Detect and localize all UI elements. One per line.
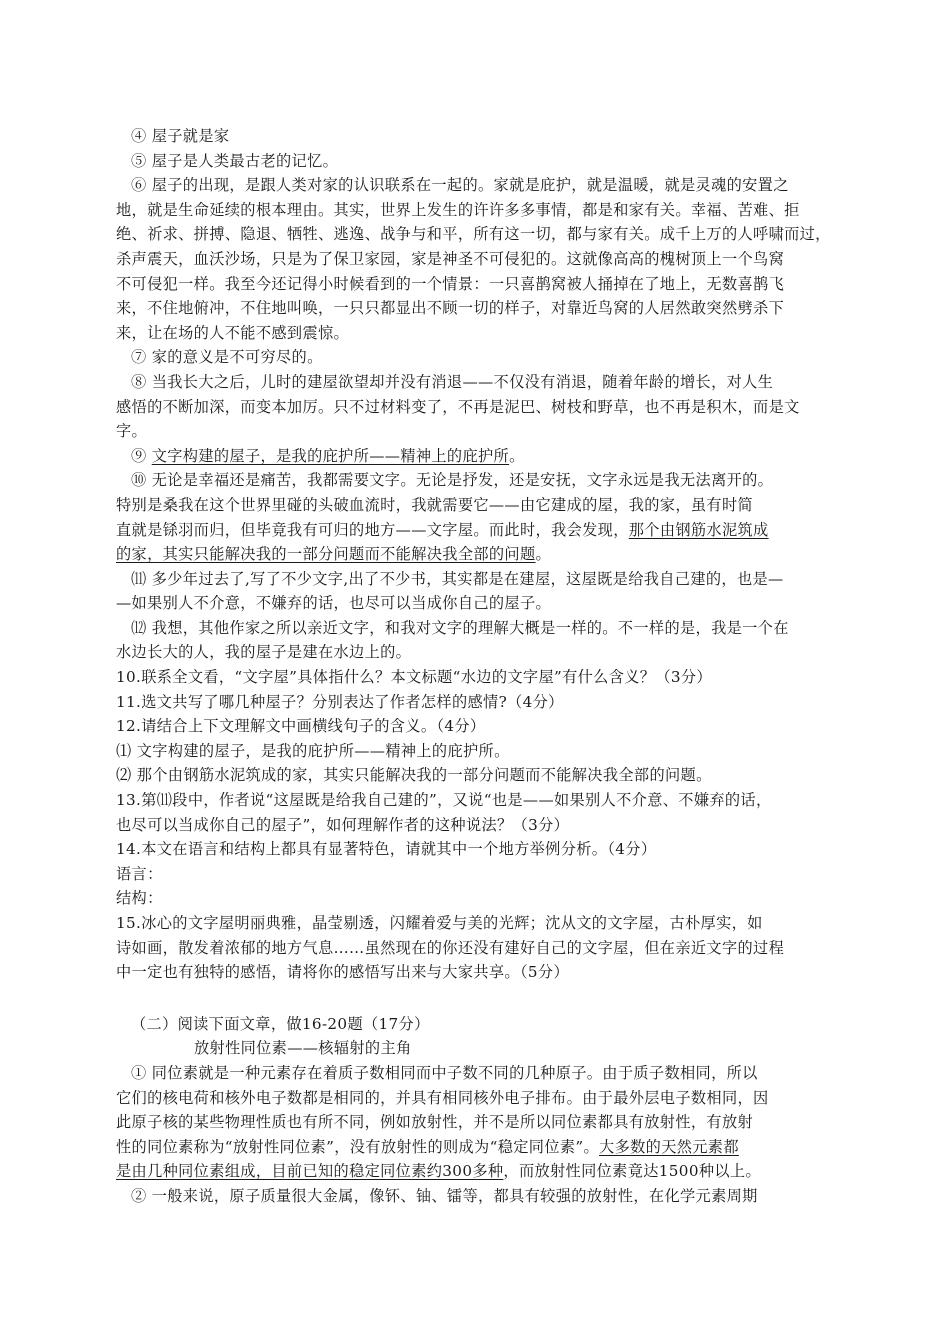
underlined-sentence: 文字构建的屋子，是我的庇护所——精神上的庇护所 [151,446,510,465]
paragraph-number: ⑨ [131,446,152,465]
text-line: ⑿ 我想，其他作家之所以亲近文字，和我对文字的理解大概是一样的。不一样的是，我是一个在 [131,618,789,637]
text-line [116,518,840,543]
question-line: 13.第⑾段中，作者说“这屋既是给我自己建的”，又说“也是——如果别人不介意、不嫌弃的话， [116,791,772,810]
text-line: ① 同位素就是一种元素存在着质子数相同而中子数不同的几种原子。由于质子数相同，所以 [131,1063,758,1082]
question-line: ⑵ 那个由钢筋水泥筑成的家，其实只能解决我的一部分问题而不能解决我全部的问题。 [116,766,712,785]
text-line: ④ 屋子就是家 [131,127,230,145]
question-line: 诗如画，散发着浓郁的地方气息……虽然现在的你还没有建好自己的文字屋，但在亲近文字的过程 [116,938,785,957]
text-line: ⑧ 当我长大之后，儿时的建屋欲望却并没有消退——不仅没有消退，随着年龄的增长，对人生 [131,372,774,391]
underlined-sentence: 那个由钢筋水泥筑成 [628,520,769,539]
article-title: 放射性同位素——核辐射的主角 [194,1039,412,1058]
question-line: 11.选文共写了哪几种屋子？分别表达了作者怎样的感情?（4分） [116,692,564,711]
text-line [116,1135,840,1160]
text-line [116,444,840,469]
section-gap [116,985,840,1012]
text-line: 来，不住地俯冲，不住地叫唤，一只只都显出不顾一切的样子，对靠近鸟窝的人居然敢突然劈杀下 [116,299,785,318]
question-line: 也尽可以当成你自己的屋子”，如何理解作者的这种说法？（3分） [116,815,570,834]
underlined-sentence: 是由几种同位素组成，目前已知的稳定同位素约300多种 [116,1162,504,1181]
text-fragment: 性的同位素称为“放射性同位素”，没有放射性的则成为“稳定同位素”。 [116,1137,600,1156]
text-line: ⑩ 无论是幸福还是痛苦，我都需要文字。无论是抒发，还是安抚，文字永远是我无法离开的。 [131,471,774,490]
text-line: 绝、祈求、拼搏、隐退、牺牲、逃逸、战争与和平，所有这一切，都与家有关。成千上万的人呼啸而过， [116,225,831,244]
text-line: —如果别人不介意，不嫌弃的话，也尽可以当成你自己的屋子。 [116,594,552,613]
underlined-sentence: 的家，其实只能解决我的一部分问题而不能解决我全部的问题 [116,545,536,564]
text-line [116,542,840,567]
question-line: 14.本文在语言和结构上都具有显著特色，请就其中一个地方举例分析。（4分） [116,840,657,859]
text-fragment: ，而放射性同位素竟达1500种以上。 [503,1162,761,1181]
text-line: 它们的核电荷和核外电子数都是相同的，并具有相同核外电子排布。由于最外层电子数相同，因 [116,1088,769,1107]
text-line: 感悟的不断加深，而变本加厉。只不过材料变了，不再是泥巴、树枝和野草，也不再是积木，而是文 [116,397,800,416]
text-line: 特别是桑我在这个世界里碰的头破血流时，我就需要它——由它建成的屋，我的家，虽有时简 [116,495,754,514]
text-line: ⑦ 家的意义是不可穷尽的。 [131,348,323,367]
text-line: ⑥ 屋子的出现，是跟人类对家的认识联系在一起的。家就是庇护，就是温暖，就是灵魂的安置之 [131,176,789,195]
question-line: 中一定也有独特的感悟，请将你的感悟写出来与大家共享。（5分） [116,963,569,982]
section-heading: （二）阅读下面文章，做16-20题（17分） [131,1014,430,1033]
text-line [116,1159,840,1184]
document-page [116,124,840,1209]
text-line: 不可侵犯一样。我至今还记得小时候看到的一个情景：一只喜鹊窝被人捅掉在了地上，无数喜鹊飞 [116,274,785,293]
underlined-sentence: 大多数的天然元素都 [599,1137,739,1156]
text-line: 此原子核的某些物理性质也有所不同，例如放射性，并不是所以同位素都具有放射性，有放射 [116,1113,754,1132]
text-line: 来，让在场的人不能不感到震惊。 [116,323,350,342]
question-line: 结构： [116,889,163,908]
question-line: 12.请结合上下文理解文中画横线句子的含义。（4分） [116,717,486,736]
text-line: 水边长大的人，我的屋子是建在水边上的。 [116,643,412,662]
text-fragment: 直就是铩羽而归，但毕竟我有可归的地方——文字屋。而此时，我会发现， [116,520,629,539]
question-line: ⑴ 文字构建的屋子，是我的庇护所——精神上的庇护所。 [116,741,510,760]
text-line: 地，就是生命延续的根本理由。其实，世界上发生的许许多多事情，都是和家有关。幸福、苦难、拒 [116,200,800,219]
text-line: 字。 [116,422,148,441]
text-line: ② 一般来说，原子质量很大金属，像钚、铀、镭等，都具有较强的放射性，在化学元素周期 [131,1186,758,1205]
text-line: 杀声震天，血沃沙场，只是为了保卫家园，家是神圣不可侵犯的。这就像高高的槐树顶上一个鸟窝 [116,249,785,268]
question-line: 15.冰心的文字屋明丽典雅，晶莹剔透，闪耀着爱与美的光辉；沈从文的文字屋，古朴厚实，如 [116,914,763,932]
text-fragment: 。 [509,446,525,465]
text-fragment: 。 [535,545,552,564]
text-line: ⑾ 多少年过去了,写了不少文字,出了不少书，其实都是在建屋，这屋既是给我自己建的，也是— [131,569,784,588]
question-line: 语言： [116,864,163,883]
question-line: 10.联系全文看，“文字屋”具体指什么？本文标题“水边的文字屋”有什么含义？（3分） [116,668,712,687]
text-line: ⑤ 屋子是人类最古老的记忆。 [131,151,339,170]
